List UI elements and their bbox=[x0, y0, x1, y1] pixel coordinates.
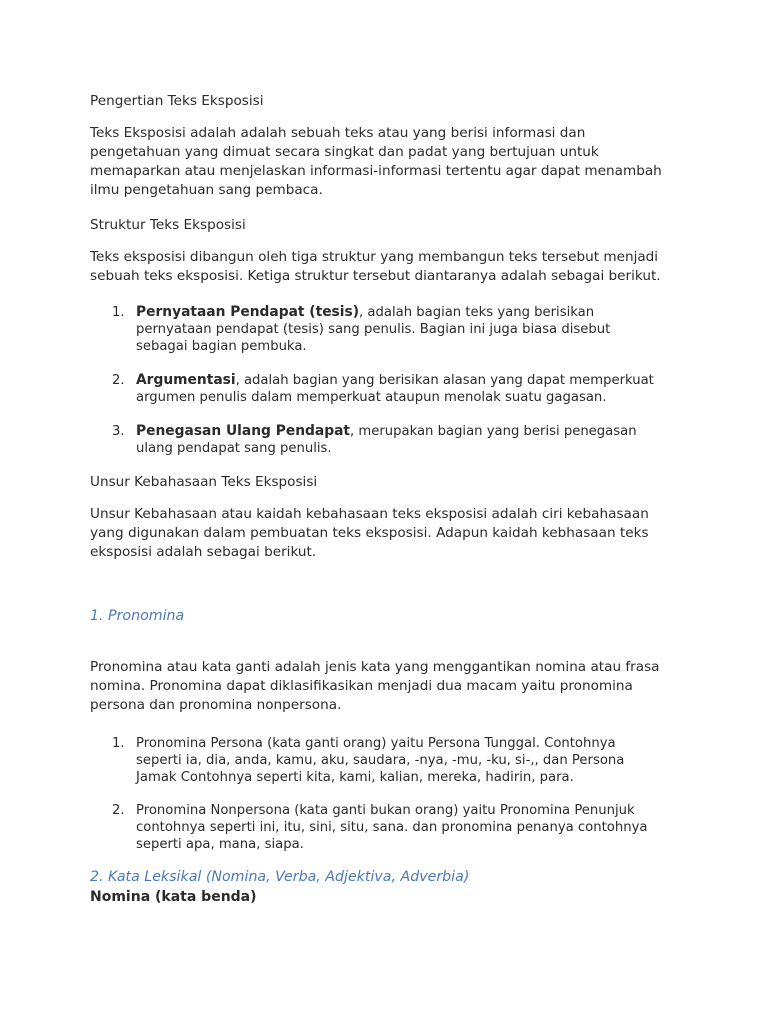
unsur-line: eksposisi adalah sebagai berikut. bbox=[90, 544, 317, 560]
list-item-line: pernyataan pendapat (tesis) sang penulis. Bagian ini juga biasa disebut bbox=[136, 322, 611, 337]
list-item bbox=[108, 304, 688, 355]
list-item-text: , adalah bagian yang berisikan alasan yang dapat memperkuat bbox=[235, 373, 654, 388]
struktur-list bbox=[108, 372, 688, 406]
list-item bbox=[108, 423, 688, 457]
intro-paragraph bbox=[90, 124, 690, 200]
list-item-bold-term: Penegasan Ulang Pendapat bbox=[136, 423, 350, 439]
unsur-line: Unsur Kebahasaan atau kaidah kebahasaan teks eksposisi adalah ciri kebahasaan bbox=[90, 506, 649, 522]
list-item-text: , adalah bagian teks yang berisikan bbox=[359, 305, 595, 320]
pronomina-line: nomina. Pronomina dapat diklasifikasikan menjadi dua macam yaitu pronomina bbox=[90, 678, 633, 694]
list-item-line: argumen penulis dalam memperkuat ataupun menolak suatu gagasan. bbox=[136, 390, 607, 405]
section-heading-leksikal: 2. Kata Leksikal (Nomina, Verba, Adjektiva, Adverbia) bbox=[90, 869, 470, 885]
section-title-unsur: Unsur Kebahasaan Teks Eksposisi bbox=[90, 474, 318, 490]
list-number: 2. bbox=[112, 803, 125, 818]
list-item bbox=[108, 802, 688, 853]
struktur-list bbox=[108, 423, 688, 457]
struktur-list bbox=[108, 304, 688, 355]
pronomina-list bbox=[108, 802, 688, 853]
list-number: 2. bbox=[112, 373, 125, 388]
list-item-line: Pronomina Nonpersona (kata ganti bukan orang) yaitu Pronomina Penunjuk bbox=[136, 803, 635, 818]
struktur-line: Teks eksposisi dibangun oleh tiga struktur yang membangun teks tersebut menjadi bbox=[90, 249, 659, 265]
list-item-line: contohnya seperti ini, itu, sini, situ, sana. dan pronomina penanya contohnya bbox=[136, 820, 648, 835]
list-number: 1. bbox=[112, 305, 125, 320]
list-item-text: , merupakan bagian yang berisi penegasan bbox=[350, 424, 637, 439]
intro-line: Teks Eksposisi adalah adalah sebuah teks atau yang berisi informasi dan bbox=[90, 125, 586, 141]
pronomina-paragraph bbox=[90, 658, 690, 715]
intro-line: pengetahuan yang dimuat secara singkat dan padat yang bertujuan untuk bbox=[90, 144, 599, 160]
intro-line: ilmu pengetahuan sang pembaca. bbox=[90, 182, 323, 198]
struktur-paragraph bbox=[90, 248, 690, 286]
list-item-line: Pronomina Persona (kata ganti orang) yaitu Persona Tunggal. Contohnya bbox=[136, 736, 616, 751]
list-item bbox=[108, 735, 688, 786]
pronomina-line: persona dan pronomina nonpersona. bbox=[90, 697, 342, 713]
intro-line: memaparkan atau menjelaskan informasi-informasi tertentu agar dapat menambah bbox=[90, 163, 662, 179]
list-item-line: seperti apa, mana, siapa. bbox=[136, 837, 304, 852]
list-item-bold-term: Argumentasi bbox=[136, 372, 236, 388]
list-item-line: sebagai bagian pembuka. bbox=[136, 339, 307, 354]
section-heading-pronomina: 1. Pronomina bbox=[90, 608, 185, 624]
section-title-pengertian: Pengertian Teks Eksposisi bbox=[90, 93, 264, 109]
list-item-line: seperti ia, dia, anda, kamu, aku, saudara, -nya, -mu, -ku, si-,, dan Persona bbox=[136, 753, 625, 768]
section-title-struktur: Struktur Teks Eksposisi bbox=[90, 217, 246, 233]
list-number: 1. bbox=[112, 736, 125, 751]
subheading-nomina: Nomina (kata benda) bbox=[90, 889, 257, 905]
struktur-line: sebuah teks eksposisi. Ketiga struktur tersebut diantaranya adalah sebagai berikut. bbox=[90, 268, 661, 284]
pronomina-list bbox=[108, 735, 688, 786]
list-item bbox=[108, 372, 688, 406]
unsur-line: yang digunakan dalam pembuatan teks eksposisi. Adapun kaidah kebhasaan teks bbox=[90, 525, 649, 541]
list-item-line: Jamak Contohnya seperti kita, kami, kalian, mereka, hadirin, para. bbox=[136, 770, 574, 785]
list-item-bold-term: Pernyataan Pendapat (tesis) bbox=[136, 304, 360, 320]
pronomina-line: Pronomina atau kata ganti adalah jenis kata yang menggantikan nomina atau frasa bbox=[90, 659, 660, 675]
list-item-line: ulang pendapat sang penulis. bbox=[136, 441, 332, 456]
unsur-paragraph bbox=[90, 505, 690, 562]
list-number: 3. bbox=[112, 424, 125, 439]
